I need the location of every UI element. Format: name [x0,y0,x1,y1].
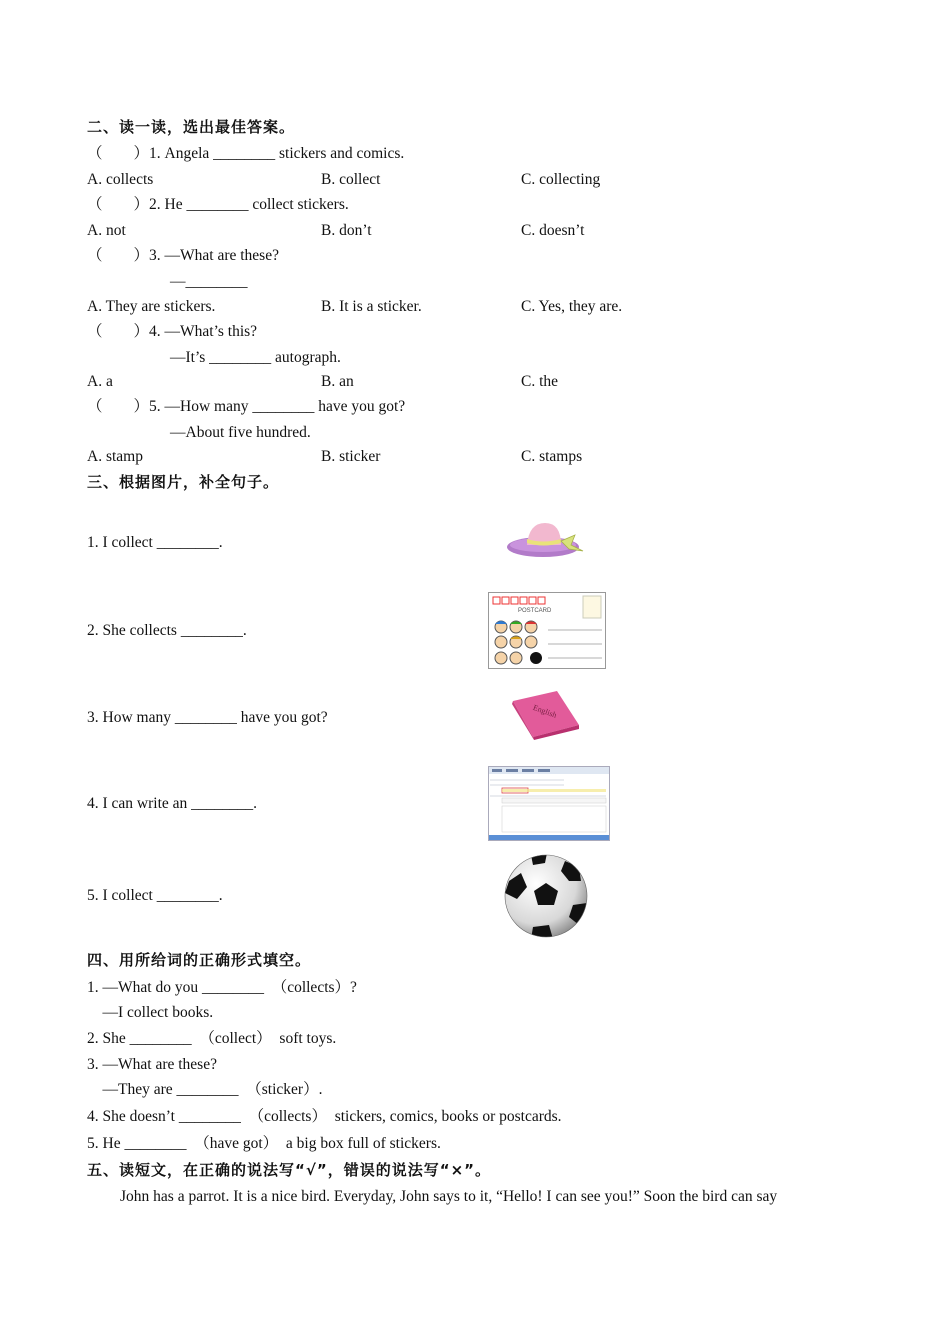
q2-option-a: A. not [87,222,126,239]
postcard-picture [488,592,606,669]
q5-stem: （ ）5. —How many ________ have you got? [87,398,406,415]
section3-heading: 三、根据图片，补全句子。 [87,473,280,491]
email-picture [488,766,610,841]
q4-option-b: B. an [321,373,354,390]
fill-line-5: 5. He ________ （have got） a big box full of stickers. [87,1135,441,1152]
book-label: English [531,702,558,720]
postcard-label: POSTCARD [518,608,552,614]
fill-line-1: 1. —What do you ________ （collects）? [87,979,357,996]
reading-passage: John has a parrot. It is a nice bird. Everyday, John says to it, “Hello! I can see you!” Soon the bird can say [120,1188,778,1205]
q1-option-a: A. collects [87,171,154,188]
q1-option-b: B. collect [321,171,381,188]
picture-item-4: 4. I can write an ________. [87,795,258,812]
fill-line-4: 4. She doesn’t ________ （collects） stickers, comics, books or postcards. [87,1108,562,1125]
q5-option-c: C. stamps [521,448,583,465]
q3-stem: （ ）3. —What are these? [87,247,279,264]
picture-item-5: 5. I collect ________. [87,887,223,904]
soccer-ball-picture [503,853,589,939]
section2-heading: 二、读一读，选出最佳答案。 [87,118,296,136]
q5-reply: —About five hundred. [170,424,311,441]
q3-option-c: C. Yes, they are. [521,298,623,315]
picture-item-2: 2. She collects ________. [87,622,247,639]
q4-option-a: A. a [87,373,113,390]
q3-option-b: B. It is a sticker. [321,298,422,315]
q4-option-c: C. the [521,373,559,390]
picture-item-3: 3. How many ________ have you got? [87,709,328,726]
q3-option-a: A. They are stickers. [87,298,216,315]
fill-line-3: 3. —What are these? [87,1056,217,1073]
section5-heading: 五、读短文，在正确的说法写“√”，错误的说法写“×”。 [87,1161,492,1179]
q5-option-a: A. stamp [87,448,143,465]
q4-reply: —It’s ________ autograph. [170,349,341,366]
q2-option-b: B. don’t [321,222,372,239]
hat-picture [503,515,589,565]
q2-stem: （ ）2. He ________ collect stickers. [87,196,349,213]
fill-line-1-reply: —I collect books. [87,1004,214,1021]
q5-option-b: B. sticker [321,448,381,465]
q1-stem: （ ）1. Angela ________ stickers and comics. [87,145,405,162]
fill-line-3-reply: —They are ________ （sticker）. [87,1081,323,1098]
book-picture [507,689,583,741]
q4-stem: （ ）4. —What’s this? [87,323,258,340]
picture-item-1: 1. I collect ________. [87,534,223,551]
q3-reply: —________ [170,273,248,290]
section4-heading: 四、用所给词的正确形式填空。 [87,951,312,969]
q1-option-c: C. collecting [521,171,601,188]
q2-option-c: C. doesn’t [521,222,585,239]
fill-line-2: 2. She ________ （collect） soft toys. [87,1030,337,1047]
